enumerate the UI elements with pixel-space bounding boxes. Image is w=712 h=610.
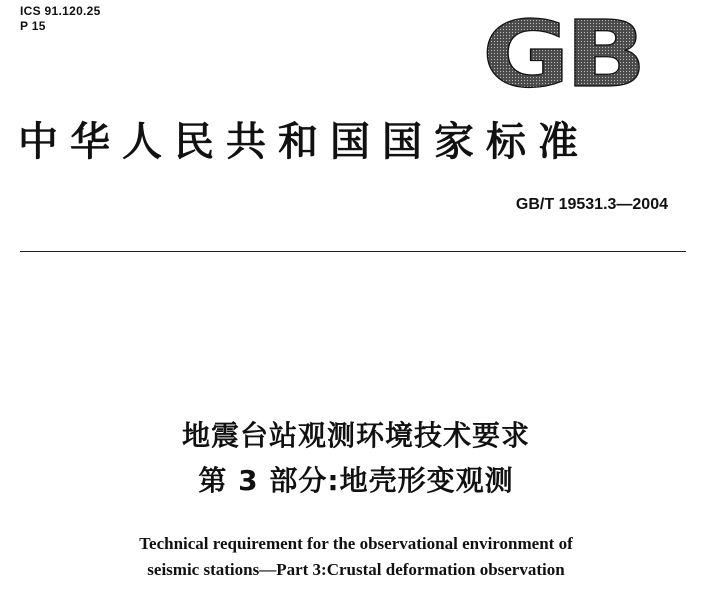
chinese-title-line-2: 第 3 部分:地壳形变观测 [198, 464, 514, 497]
header-divider [20, 251, 686, 252]
gb-logo [478, 10, 646, 92]
chinese-title-line-1: 地震台站观测环境技术要求 [181, 419, 530, 452]
classification-codes [20, 4, 101, 34]
english-title-line-2: seismic stations—Part 3:Crustal deformation observation [147, 560, 565, 579]
gb-logo-text: GB [482, 10, 642, 92]
ics-code: ICS 91.120.25 [20, 4, 101, 18]
english-title-line-1: Technical requirement for the observational environment of [139, 534, 573, 553]
standard-number: GB/T 19531.3—2004 [515, 196, 668, 213]
national-standard-title: 中华人民共和国国家标准 [18, 119, 590, 165]
classification-code: P 15 [20, 19, 46, 33]
